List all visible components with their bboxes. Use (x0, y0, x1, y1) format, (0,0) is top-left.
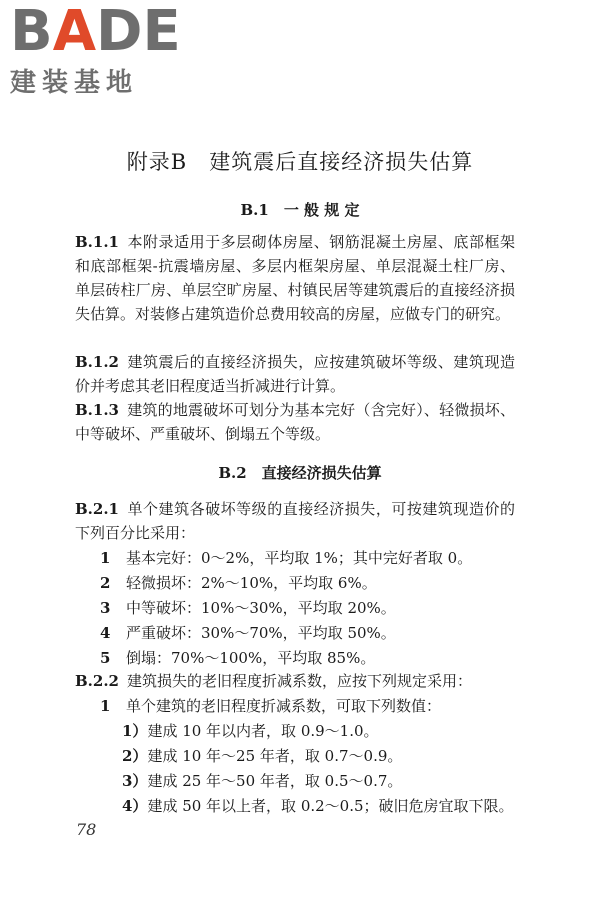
clause-text: 单个建筑各破坏等级的直接经济损失，可按建筑现造价的下列百分比采用： (75, 500, 515, 542)
logo-wordmark: BADE (10, 0, 181, 64)
clause-b-1-1 (75, 230, 515, 326)
clause-number: B.2.1 (75, 500, 119, 518)
clause-text: 建筑损失的老旧程度折减系数，应按下列规定采用： (127, 672, 473, 690)
aging-sub-item-3: 3）建成 25 年～50 年者，取 0.5～0.7。 (122, 772, 403, 790)
clause-number: B.1.3 (75, 401, 119, 419)
clause-number: B.1.1 (75, 233, 119, 251)
appendix-title: 附录B 建筑震后直接经济损失估算 (126, 150, 474, 174)
aging-sub-item-2: 2）建成 10 年～25 年者，取 0.7～0.9。 (122, 747, 403, 765)
section-heading-b2: B.2 直接经济损失估算 (218, 464, 382, 482)
clause-text: 建筑的地震破坏可划分为基本完好（含完好）、轻微损坏、中等破坏、严重破坏、倒塌五个等级。 (75, 401, 515, 443)
clause-b-2-1 (75, 497, 515, 545)
aging-item-1: 1 单个建筑的老旧程度折减系数，可取下列数值： (100, 697, 442, 715)
logo-subtitle: 建装基地 (10, 68, 139, 98)
clause-b-2-2 (75, 669, 515, 693)
clause-text: 本附录适用于多层砌体房屋、钢筋混凝土房屋、底部框架和底部框架-抗震墙房屋、多层内框架房屋、单层混凝土柱厂房、单层砖柱厂房、单层空旷房屋、村镇民居等建筑震后的直接经济损失估算。对装修占建筑造价总费用较高的房屋，应做专门的研究。 (75, 233, 515, 323)
section-heading-b1: B.1 一 般 规 定 (240, 201, 360, 219)
clause-b-1-3 (75, 398, 515, 446)
page-number: 78 (76, 820, 97, 839)
damage-item-1: 1 基本完好：0～2%，平均取 1%；其中完好者取 0。 (100, 549, 473, 567)
aging-sub-item-1: 1）建成 10 年以内者，取 0.9～1.0。 (122, 722, 379, 740)
damage-item-2: 2 轻微损坏：2%～10%，平均取 6%。 (100, 574, 377, 592)
clause-text: 建筑震后的直接经济损失，应按建筑破坏等级、建筑现造价并考虑其老旧程度适当折减进行计算。 (75, 353, 515, 395)
clause-number: B.2.2 (75, 672, 119, 690)
damage-item-5: 5 倒塌：70%～100%，平均取 85%。 (100, 649, 376, 667)
damage-item-3: 3 中等破坏：10%～30%，平均取 20%。 (100, 599, 396, 617)
clause-b-1-2 (75, 350, 515, 398)
bade-logo (10, 0, 181, 99)
damage-item-4: 4 严重破坏：30%～70%，平均取 50%。 (100, 624, 396, 642)
clause-number: B.1.2 (75, 353, 119, 371)
aging-sub-item-4: 4）建成 50 年以上者，取 0.2～0.5；破旧危房宜取下限。 (122, 797, 514, 815)
